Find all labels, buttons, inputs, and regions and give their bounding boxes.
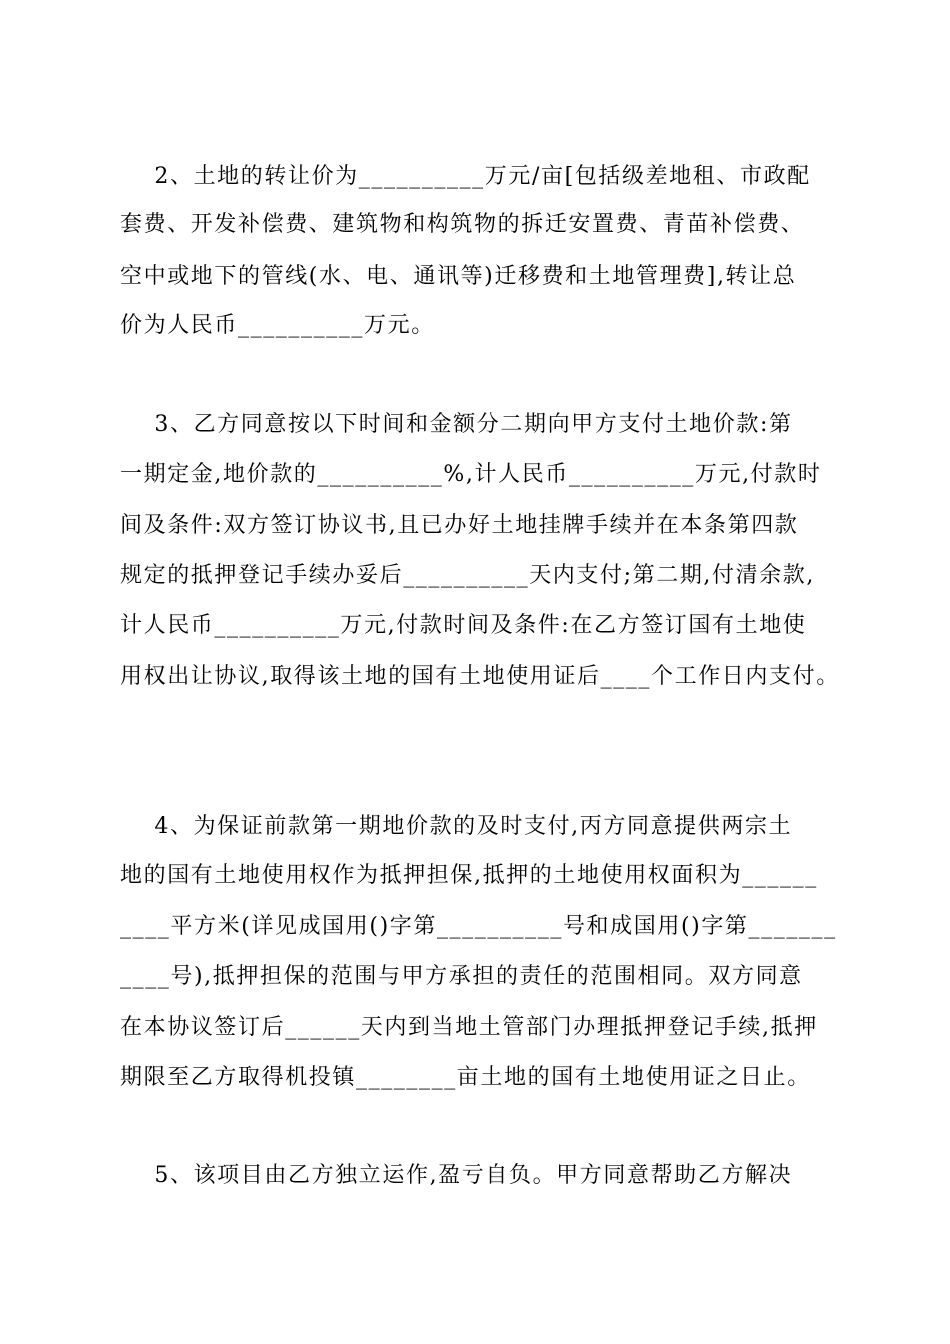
- clause-4-line-2: 地的国有土地使用权作为抵押担保,抵押的土地使用权面积为______: [120, 863, 818, 888]
- clause-2-line-2: 套费、开发补偿费、建筑物和构筑物的拆迁安置费、青苗补偿费、: [120, 212, 805, 237]
- clause-2-line-3: 空中或地下的管线(水、电、通讯等)迁移费和土地管理费],转让总: [120, 264, 797, 289]
- clause-4-line-5: 在本协议签订后______天内到当地土管部门办理抵押登记手续,抵押: [120, 1015, 818, 1040]
- clause-4-line-1: 4、为保证前款第一期地价款的及时支付,丙方同意提供两宗土: [120, 814, 793, 839]
- clause-3-line-4: 规定的抵押登记手续办妥后__________天内支付;第二期,付清余款,: [120, 563, 815, 588]
- clause-4-line-6: 期限至乙方取得机投镇________亩土地的国有土地使用证之日止。: [120, 1065, 811, 1090]
- clause-3-line-3: 间及条件:双方签订协议书,且已办好土地挂牌手续并在本条第四款: [120, 513, 799, 538]
- clause-3-line-1: 3、乙方同意按以下时间和金额分二期向甲方支付土地价款:第: [120, 412, 793, 437]
- clause-3-line-2: 一期定金,地价款的__________%,计人民币__________万元,付款时: [120, 462, 822, 487]
- clause-2-line-1: 2、土地的转让价为__________万元/亩[包括级差地租、市政配: [120, 164, 811, 189]
- clause-4-line-4: ____号),抵押担保的范围与甲方承担的责任的范围相同。双方同意: [120, 964, 803, 989]
- clause-2-line-4: 价为人民币__________万元。: [120, 313, 435, 338]
- clause-3-line-6: 用权出让协议,取得该土地的国有土地使用证后____个工作日内支付。: [120, 664, 840, 689]
- clause-4-line-3: ____平方米(详见成国用()字第__________号和成国用()字第_______: [120, 914, 837, 939]
- clause-5-line-1: 5、该项目由乙方独立运作,盈亏自负。甲方同意帮助乙方解决: [120, 1163, 793, 1188]
- clause-3-line-5: 计人民币__________万元,付款时间及条件:在乙方签订国有土地使: [120, 613, 807, 638]
